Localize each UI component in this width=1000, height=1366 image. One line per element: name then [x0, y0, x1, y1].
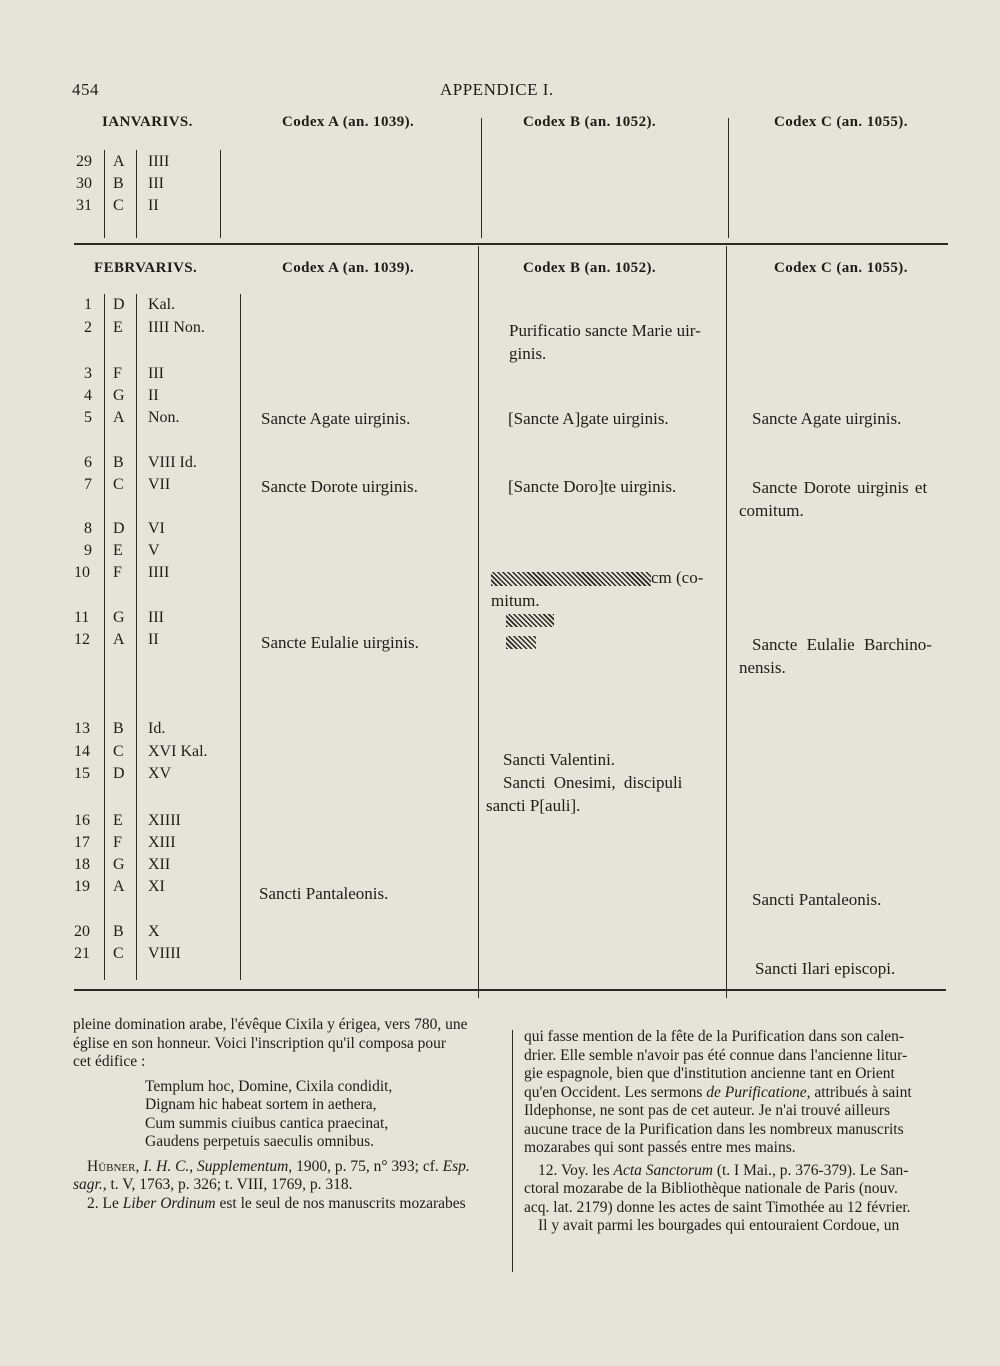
inscription-verse: Cum summis ciuibus cantica praecinat,	[145, 1114, 389, 1132]
footnote-line: église en son honneur. Voici l'inscription qu'il composa pour	[73, 1034, 447, 1052]
calendar-letter: C	[113, 476, 124, 493]
codex-a-entry: Sancti Pantaleonis.	[259, 884, 389, 903]
footnote-text: est le seul de nos manuscrits mozarabes	[219, 1194, 466, 1212]
calendar-day: 8	[84, 520, 92, 537]
calendar-letter: B	[113, 720, 124, 737]
codex-a-entry: Sancte Eulalie uirginis.	[261, 633, 419, 652]
codex-b-lacuna-line	[491, 567, 703, 589]
calendar-letter: D	[113, 765, 125, 782]
calendar-letter: C	[113, 743, 124, 760]
codex-b-entry: sancti P[auli].	[486, 796, 581, 815]
calendar-roman: XIII	[148, 834, 176, 851]
calendar-letter: B	[113, 923, 124, 940]
calendar-letter: G	[113, 609, 125, 626]
calendar-roman: XIIII	[148, 812, 181, 829]
calendar-roman: II	[148, 197, 159, 214]
calendar-roman: II	[148, 631, 159, 648]
codex-c-entry: Sancte Agate uirginis.	[752, 409, 902, 428]
calendar-day: 21	[74, 945, 90, 962]
calendar-letter: C	[113, 197, 124, 214]
calendar-day: 7	[84, 476, 92, 493]
calendar-day: 20	[74, 923, 90, 940]
footnote-title: Acta Sanctorum	[613, 1161, 713, 1179]
codex-c-entry: Sancti Pantaleonis.	[752, 890, 882, 909]
calendar-letter: A	[113, 878, 125, 895]
footnote-line: qui fasse mention de la fête de la Purification dans son calen-	[524, 1028, 905, 1045]
calendar-roman: IIII	[148, 564, 170, 581]
codex-b-entry: [Sancte Doro]te uirginis.	[508, 477, 677, 496]
footnote-line: drier. Elle semble n'avoir pas été connue dans l'ancienne litur-	[524, 1046, 908, 1064]
codex-c-entry: nensis.	[739, 658, 786, 677]
citation-author: Hübner,	[87, 1157, 140, 1175]
calendar-letter: B	[113, 454, 124, 471]
footnote-line	[524, 1162, 964, 1181]
codex-a-entry: Sancte Agate uirginis.	[261, 409, 411, 428]
codex-a-heading: Codex A (an. 1039).	[282, 260, 415, 276]
column-rule	[240, 294, 241, 980]
citation-title: sagr.,	[73, 1176, 107, 1193]
footnote-line	[73, 1195, 505, 1214]
calendar-letter: E	[113, 319, 123, 336]
calendar-roman: VIII Id.	[148, 454, 197, 471]
codex-c-entry: comitum.	[739, 501, 804, 520]
calendar-letter: F	[113, 365, 122, 382]
calendar-day: 14	[74, 743, 90, 760]
calendar-roman: VII	[148, 476, 171, 493]
calendar-letter: F	[113, 564, 122, 581]
calendar-roman: Non.	[148, 409, 180, 426]
calendar-day: 12	[74, 631, 90, 648]
calendar-roman: Id.	[148, 720, 166, 737]
calendar-day: 15	[74, 765, 90, 782]
footnote-line: gie espagnole, bien que d'institution ancienne tant en Orient	[524, 1065, 895, 1082]
calendar-letter: F	[113, 834, 122, 851]
calendar-letter: A	[113, 409, 125, 426]
footnote-line: ctoral mozarabe de la Bibliothèque nationale de Paris (nouv.	[524, 1180, 898, 1197]
column-rule	[104, 150, 105, 238]
calendar-letter: G	[113, 856, 125, 873]
footnote-text: qu'en Occident. Les sermons	[524, 1083, 703, 1101]
codex-b-heading: Codex B (an. 1052).	[523, 114, 657, 130]
lacuna-mark	[506, 636, 536, 649]
inscription-verse: Gaudens perpetuis saeculis omnibus.	[145, 1133, 375, 1150]
calendar-day: 10	[74, 564, 90, 581]
footnote-text: 2. Le	[87, 1194, 119, 1212]
lacuna-mark	[491, 572, 651, 586]
column-rule	[481, 118, 482, 238]
footnote-line: aucune trace de la Purification dans les nombreux manuscrits	[524, 1120, 904, 1138]
calendar-letter: D	[113, 520, 125, 537]
calendar-roman: II	[148, 387, 159, 404]
calendar-roman: XII	[148, 856, 171, 873]
table-bottom-rule	[74, 989, 946, 991]
calendar-letter: A	[113, 631, 125, 648]
calendar-day: 19	[74, 878, 90, 895]
footnote-line	[524, 1084, 964, 1103]
codex-b-entry: Purificatio sancte Marie uir-	[509, 321, 701, 340]
calendar-letter: G	[113, 387, 125, 404]
codex-b-entry: mitum.	[491, 591, 540, 610]
footnote-line: acq. lat. 2179) donne les actes de saint Timothée au 12 février.	[524, 1198, 911, 1216]
section-divider	[74, 243, 948, 245]
calendar-day: 29	[76, 153, 92, 170]
codex-c-entry: Sancte Eulalie Barchino-	[752, 635, 932, 654]
calendar-day: 31	[76, 197, 92, 214]
calendar-roman: V	[148, 542, 160, 559]
calendar-day: 16	[74, 812, 90, 829]
calendar-roman: XI	[148, 878, 165, 895]
calendar-roman: XVI Kal.	[148, 743, 208, 760]
citation-title: I. H. C., Supplementum,	[143, 1157, 293, 1175]
calendar-letter: A	[113, 153, 125, 170]
footnote-text: (t. I Mai., p. 376-379). Le San-	[716, 1161, 909, 1179]
calendar-day: 3	[84, 365, 92, 382]
calendar-roman: III	[148, 365, 164, 382]
calendar-roman: X	[148, 923, 160, 940]
codex-c-heading: Codex C (an. 1055).	[774, 260, 908, 276]
calendar-letter: D	[113, 296, 125, 313]
codex-c-heading: Codex C (an. 1055).	[774, 114, 908, 130]
codex-b-entry: ginis.	[509, 344, 547, 363]
calendar-day: 18	[74, 856, 90, 873]
calendar-day: 17	[74, 834, 90, 851]
codex-c-entry: Sancti Ilari episcopi.	[755, 959, 896, 978]
calendar-roman: III	[148, 175, 164, 192]
calendar-roman: IIII Non.	[148, 319, 205, 336]
calendar-day: 11	[74, 609, 90, 626]
calendar-day: 13	[74, 720, 90, 737]
citation-text: 1900, p. 75, n° 393; cf.	[296, 1157, 439, 1175]
codex-a-entry: Sancte Dorote uirginis.	[261, 477, 418, 496]
codex-b-entry: Sancti Valentini.	[503, 750, 616, 769]
calendar-letter: C	[113, 945, 124, 962]
footnote-line: mozarabes qui sont passés entre mes mains.	[524, 1139, 796, 1156]
footnotes-left	[73, 1016, 505, 1213]
footnote-line: Ildephonse, ne sont pas de cet auteur. Je n'ai trouvé ailleurs	[524, 1102, 891, 1119]
page-number: 454	[72, 80, 99, 99]
calendar-letter: E	[113, 812, 123, 829]
citation-title: Esp.	[442, 1157, 470, 1175]
calendar-day: 6	[84, 454, 92, 471]
footnote-text: 12. Voy. les	[538, 1161, 610, 1179]
calendar-roman: VIIII	[148, 945, 181, 962]
calendar-day: 30	[76, 175, 92, 192]
column-rule	[478, 246, 479, 998]
calendar-letter: B	[113, 175, 124, 192]
column-rule	[726, 246, 727, 998]
codex-b-entry: cm (co-	[651, 568, 704, 587]
citation-line	[73, 1176, 505, 1195]
codex-b-entry: [Sancte A]gate uirginis.	[508, 409, 669, 428]
calendar-day: 9	[84, 542, 92, 559]
codex-c-entry: Sancte Dorote uirginis et	[752, 478, 928, 497]
calendar-day: 1	[84, 296, 92, 313]
column-rule	[220, 150, 221, 238]
calendar-roman: Kal.	[148, 296, 176, 313]
calendar-roman: III	[148, 609, 164, 626]
february-heading: FEBRVARIVS.	[94, 260, 198, 276]
footnote-line: cet édifice :	[73, 1053, 146, 1070]
codex-a-heading: Codex A (an. 1039).	[282, 114, 415, 130]
calendar-day: 4	[84, 387, 92, 404]
footnote-line: Il y avait parmi les bourgades qui entouraient Cordoue, un	[538, 1217, 900, 1234]
column-rule	[136, 150, 137, 238]
column-rule	[728, 118, 729, 238]
inscription-verse: Dignam hic habeat sortem in aethera,	[145, 1096, 377, 1113]
column-rule	[136, 294, 137, 980]
calendar-day: 2	[84, 319, 92, 336]
footnote-line: pleine domination arabe, l'évêque Cixila y érigea, vers 780, une	[73, 1016, 468, 1033]
citation-line	[73, 1158, 505, 1177]
calendar-roman: IIII	[148, 153, 170, 170]
footnote-title: Liber Ordinum	[122, 1194, 216, 1212]
codex-b-heading: Codex B (an. 1052).	[523, 260, 657, 276]
running-title: APPENDICE I.	[440, 80, 554, 99]
column-rule	[104, 294, 105, 980]
calendar-day: 5	[84, 409, 92, 426]
footnote-column-rule	[512, 1030, 513, 1272]
calendar-roman: VI	[148, 520, 165, 537]
lacuna-mark	[506, 614, 554, 627]
footnote-text: attribués à saint	[814, 1083, 912, 1101]
citation-text: t. V, 1763, p. 326; t. VIII, 1769, p. 318.	[110, 1176, 353, 1193]
codex-b-entry: Sancti Onesimi, discipuli	[503, 773, 683, 792]
footnote-title: de Purificatione,	[706, 1083, 811, 1101]
january-heading: IANVARIVS.	[102, 114, 193, 130]
calendar-letter: E	[113, 542, 123, 559]
inscription-verse: Templum hoc, Domine, Cixila condidit,	[145, 1077, 393, 1095]
footnotes-right	[524, 1028, 964, 1236]
calendar-roman: XV	[148, 765, 172, 782]
